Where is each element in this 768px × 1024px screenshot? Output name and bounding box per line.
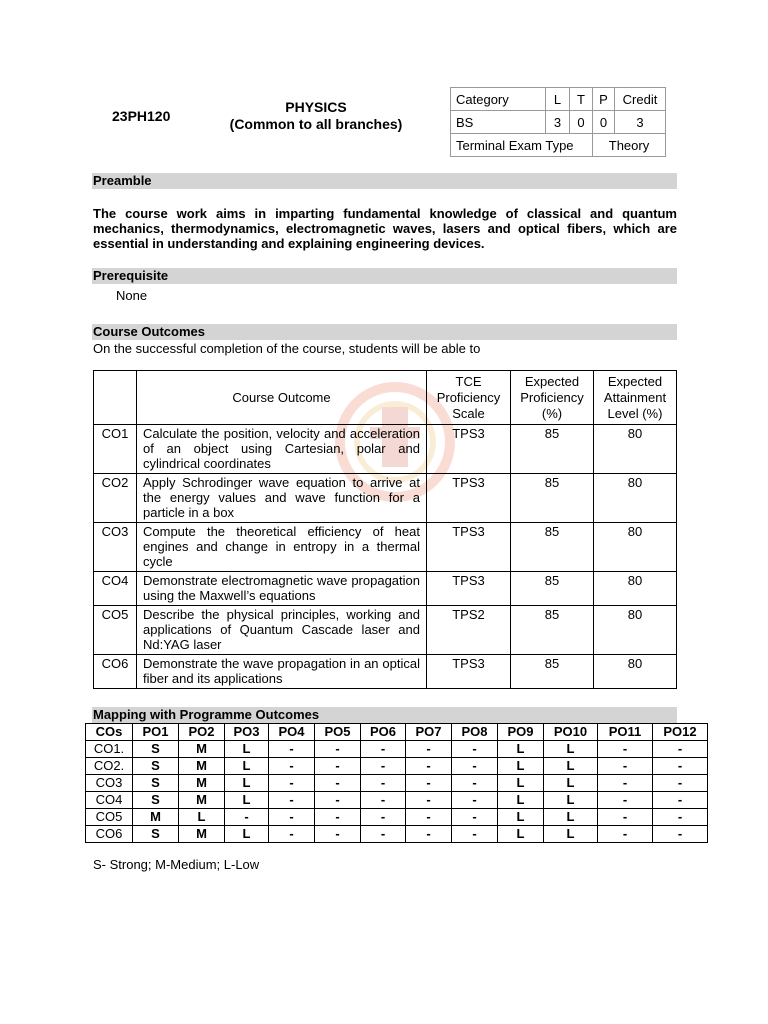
po-cell: S <box>133 826 179 843</box>
po-cell: - <box>653 775 708 792</box>
po-cell: L <box>498 809 544 826</box>
po-header-po7: PO7 <box>406 724 452 741</box>
table-row <box>86 826 708 843</box>
po-cell: - <box>315 792 361 809</box>
co-proficiency: 85 <box>511 606 594 655</box>
po-cell: - <box>598 758 653 775</box>
co-id: CO5 <box>94 606 137 655</box>
l-header: L <box>546 88 570 111</box>
co-header-blank <box>94 371 137 425</box>
po-cell: - <box>269 758 315 775</box>
po-cell: - <box>315 826 361 843</box>
po-cell: S <box>133 758 179 775</box>
p-header: P <box>593 88 615 111</box>
po-cell: L <box>498 775 544 792</box>
co-tps: TPS2 <box>427 606 511 655</box>
po-cell: S <box>133 792 179 809</box>
po-header-po2: PO2 <box>179 724 225 741</box>
po-cell: - <box>315 775 361 792</box>
co-id: CO6 <box>94 655 137 689</box>
co-tps: TPS3 <box>427 523 511 572</box>
po-cell: - <box>269 809 315 826</box>
category-value: BS <box>451 111 546 134</box>
po-cell: - <box>269 792 315 809</box>
po-cell: L <box>544 758 598 775</box>
co-id: CO1 <box>94 425 137 474</box>
credit-value: 3 <box>615 111 666 134</box>
po-cell: - <box>452 826 498 843</box>
po-cell: L <box>225 758 269 775</box>
po-cell: - <box>225 809 269 826</box>
po-row-co: CO6 <box>86 826 133 843</box>
po-cell: L <box>544 826 598 843</box>
po-row-co: CO1. <box>86 741 133 758</box>
po-cell: - <box>598 792 653 809</box>
po-cell: - <box>653 792 708 809</box>
po-cell: M <box>133 809 179 826</box>
co-id: CO3 <box>94 523 137 572</box>
table-row <box>86 758 708 775</box>
po-cell: M <box>179 826 225 843</box>
co-proficiency: 85 <box>511 523 594 572</box>
table-row <box>94 606 677 655</box>
course-outcomes-intro: On the successful completion of the course, students will be able to <box>93 341 481 356</box>
po-cell: L <box>544 741 598 758</box>
co-id: CO2 <box>94 474 137 523</box>
po-cell: L <box>498 741 544 758</box>
po-cell: L <box>544 809 598 826</box>
po-mapping-table <box>85 723 708 843</box>
po-row-co: CO2. <box>86 758 133 775</box>
po-cell: L <box>179 809 225 826</box>
po-cell: L <box>225 826 269 843</box>
po-cell: - <box>315 741 361 758</box>
po-cell: - <box>653 741 708 758</box>
po-cell: - <box>406 809 452 826</box>
prerequisite-text: None <box>116 288 148 303</box>
po-cell: - <box>452 792 498 809</box>
course-outcomes-heading-bar <box>92 324 677 340</box>
p-value: 0 <box>593 111 615 134</box>
po-cell: - <box>361 826 406 843</box>
table-row <box>86 792 708 809</box>
course-code: 23PH120 <box>112 108 171 124</box>
table-row <box>86 775 708 792</box>
po-cell: L <box>498 792 544 809</box>
co-tps: TPS3 <box>427 474 511 523</box>
po-cell: L <box>544 775 598 792</box>
table-row <box>94 474 677 523</box>
co-attainment: 80 <box>594 572 677 606</box>
table-row <box>94 572 677 606</box>
credit-header: Credit <box>615 88 666 111</box>
po-cell: - <box>269 775 315 792</box>
po-row-co: CO4 <box>86 792 133 809</box>
po-cell: - <box>315 758 361 775</box>
co-description: Compute the theoretical efficiency of heat engines and change in entropy in a thermal cycle <box>137 523 427 572</box>
co-tps: TPS3 <box>427 655 511 689</box>
mapping-heading-bar <box>92 707 677 723</box>
po-header-po1: PO1 <box>133 724 179 741</box>
po-header-po11: PO11 <box>598 724 653 741</box>
po-cell: L <box>225 792 269 809</box>
po-header-po3: PO3 <box>225 724 269 741</box>
po-cell: - <box>598 826 653 843</box>
expected-attainment-header: Expected Attainment Level (%) <box>594 371 677 425</box>
po-cell: L <box>498 758 544 775</box>
course-outcomes-heading: Course Outcomes <box>93 324 205 339</box>
preamble-heading-bar <box>92 173 677 189</box>
po-cell: - <box>269 826 315 843</box>
expected-proficiency-header: Expected Proficiency (%) <box>511 371 594 425</box>
po-cell: - <box>361 809 406 826</box>
po-header-po6: PO6 <box>361 724 406 741</box>
po-header-po9: PO9 <box>498 724 544 741</box>
t-value: 0 <box>570 111 593 134</box>
po-cell: M <box>179 775 225 792</box>
co-proficiency: 85 <box>511 572 594 606</box>
po-cell: L <box>225 775 269 792</box>
po-cell: - <box>452 758 498 775</box>
po-row-co: CO3 <box>86 775 133 792</box>
po-cell: - <box>653 758 708 775</box>
table-row <box>94 523 677 572</box>
course-title-block <box>216 99 416 133</box>
po-header-po8: PO8 <box>452 724 498 741</box>
table-row <box>86 741 708 758</box>
po-cell: - <box>452 741 498 758</box>
t-header: T <box>570 88 593 111</box>
po-cell: - <box>361 758 406 775</box>
co-proficiency: 85 <box>511 474 594 523</box>
po-cell: - <box>406 741 452 758</box>
po-cell: - <box>406 775 452 792</box>
table-row <box>94 425 677 474</box>
po-cell: - <box>315 809 361 826</box>
l-value: 3 <box>546 111 570 134</box>
table-row <box>86 809 708 826</box>
po-row-co: CO5 <box>86 809 133 826</box>
exam-type-value: Theory <box>593 134 666 157</box>
co-id: CO4 <box>94 572 137 606</box>
co-description: Demonstrate the wave propagation in an optical fiber and its applications <box>137 655 427 689</box>
co-attainment: 80 <box>594 523 677 572</box>
po-cell: - <box>361 775 406 792</box>
tce-scale-header: TCE Proficiency Scale <box>427 371 511 425</box>
po-cell: M <box>179 741 225 758</box>
po-header-po10: PO10 <box>544 724 598 741</box>
po-header-po12: PO12 <box>653 724 708 741</box>
category-table <box>450 87 666 157</box>
co-tps: TPS3 <box>427 425 511 474</box>
po-header-po4: PO4 <box>269 724 315 741</box>
po-cell: - <box>598 741 653 758</box>
po-cell: S <box>133 741 179 758</box>
po-cell: - <box>361 741 406 758</box>
course-title: PHYSICS <box>285 99 347 115</box>
po-cell: L <box>225 741 269 758</box>
po-cell: - <box>406 758 452 775</box>
co-attainment: 80 <box>594 474 677 523</box>
po-cell: - <box>598 809 653 826</box>
po-cell: S <box>133 775 179 792</box>
po-cell: - <box>653 809 708 826</box>
co-attainment: 80 <box>594 425 677 474</box>
co-attainment: 80 <box>594 606 677 655</box>
po-cell: L <box>544 792 598 809</box>
co-description: Describe the physical principles, working and applications of Quantum Cascade laser and Nd:YAG laser <box>137 606 427 655</box>
po-cell: L <box>498 826 544 843</box>
po-cell: - <box>653 826 708 843</box>
table-row <box>94 655 677 689</box>
course-subtitle: (Common to all branches) <box>229 116 403 132</box>
po-cell: - <box>406 826 452 843</box>
co-description: Demonstrate electromagnetic wave propagation using the Maxwell’s equations <box>137 572 427 606</box>
po-cell: - <box>406 792 452 809</box>
preamble-heading: Preamble <box>93 173 152 188</box>
exam-type-label: Terminal Exam Type <box>451 134 593 157</box>
po-cell: - <box>598 775 653 792</box>
mapping-legend: S- Strong; M-Medium; L-Low <box>93 857 260 872</box>
po-header-cos: COs <box>86 724 133 741</box>
co-description: Apply Schrodinger wave equation to arrive at the energy values and wave function for a particle in a box <box>137 474 427 523</box>
course-outcome-header: Course Outcome <box>137 371 427 425</box>
prerequisite-heading-bar <box>92 268 677 284</box>
po-cell: - <box>452 809 498 826</box>
prerequisite-heading: Prerequisite <box>93 268 169 283</box>
po-cell: - <box>269 741 315 758</box>
course-outcomes-table <box>93 370 677 689</box>
co-description: Calculate the position, velocity and acceleration of an object using Cartesian, polar and cylindrical coordinates <box>137 425 427 474</box>
co-tps: TPS3 <box>427 572 511 606</box>
po-cell: - <box>361 792 406 809</box>
co-proficiency: 85 <box>511 425 594 474</box>
po-cell: M <box>179 792 225 809</box>
po-cell: - <box>452 775 498 792</box>
po-cell: M <box>179 758 225 775</box>
co-attainment: 80 <box>594 655 677 689</box>
mapping-heading: Mapping with Programme Outcomes <box>93 707 320 722</box>
preamble-text: The course work aims in imparting fundamental knowledge of classical and quantum mechanics, thermodynamics, electromagnetic waves, lasers and optical fibers, which are essential in understanding and explaining engineering devices. <box>93 206 677 251</box>
co-proficiency: 85 <box>511 655 594 689</box>
po-header-po5: PO5 <box>315 724 361 741</box>
category-header: Category <box>451 88 546 111</box>
